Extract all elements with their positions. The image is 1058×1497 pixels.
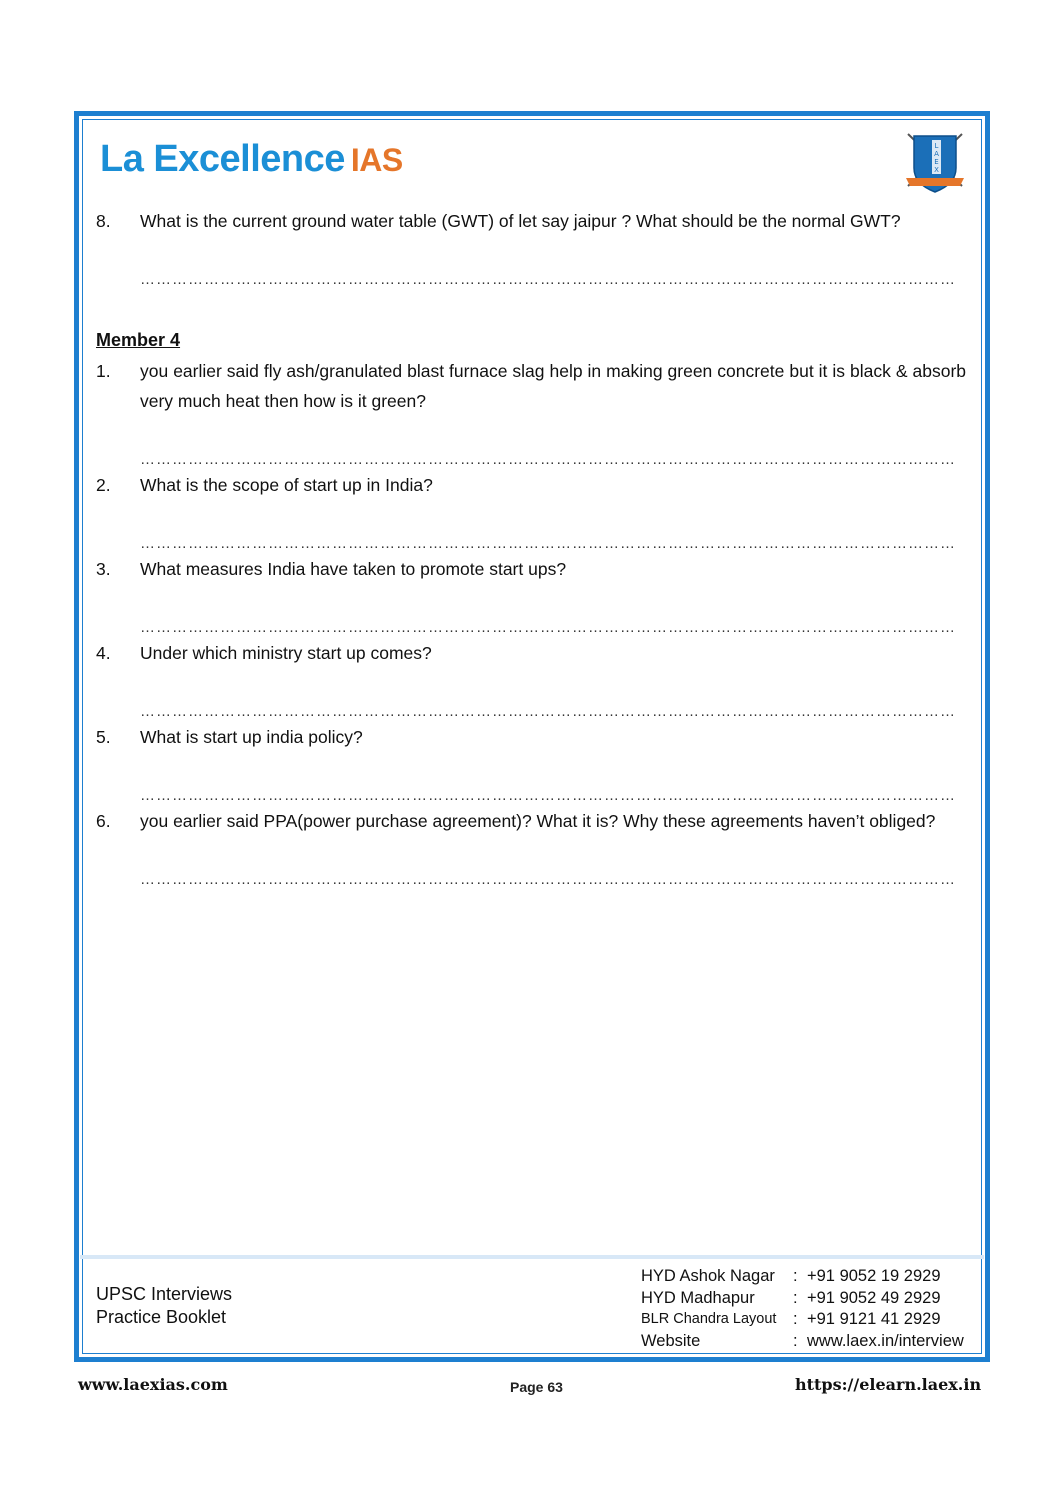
answer-line: ……………………………………………………………………………………………………………………………………… xyxy=(140,535,956,552)
question-number: 5. xyxy=(96,727,111,747)
contact-row: Website : www.laex.in/interview xyxy=(641,1331,964,1353)
question-item xyxy=(96,554,966,584)
question-item xyxy=(96,356,966,416)
question-item xyxy=(96,638,966,668)
contact-value: +91 9052 19 2929 xyxy=(807,1267,941,1285)
page-number: Page 63 xyxy=(510,1379,563,1395)
booklet-line-2: Practice Booklet xyxy=(96,1307,227,1327)
website-link[interactable]: www.laex.in/interview xyxy=(807,1331,964,1350)
question-text: Under which ministry start up comes? xyxy=(140,643,432,663)
contact-row: HYD Madhapur : +91 9052 49 2929 xyxy=(641,1288,964,1310)
crest-logo-icon xyxy=(902,128,968,196)
contact-value: +91 9121 41 2929 xyxy=(807,1310,941,1328)
answer-line: ……………………………………………………………………………………………………………………………………… xyxy=(140,619,956,636)
answer-line: ……………………………………………………………………………………………………………………………………… xyxy=(140,703,956,720)
contact-value: +91 9052 49 2929 xyxy=(807,1288,941,1307)
svg-text:A: A xyxy=(934,150,939,158)
question-text: you earlier said PPA(power purchase agreement)? What it is? Why these agreements haven’t obliged? xyxy=(140,811,936,831)
question-item xyxy=(96,470,966,500)
question-content xyxy=(96,206,966,890)
contact-list xyxy=(641,1266,964,1352)
contact-label: Website xyxy=(641,1331,701,1350)
question-text: What is the current ground water table (GWT) of let say jaipur ? What should be the normal GWT? xyxy=(140,211,901,231)
svg-text:L: L xyxy=(934,142,939,150)
svg-text:E: E xyxy=(934,158,939,166)
question-number: 2. xyxy=(96,475,111,495)
contact-label: BLR Chandra Layout xyxy=(641,1311,777,1327)
contact-label: HYD Ashok Nagar xyxy=(641,1267,775,1285)
footer-divider xyxy=(80,1255,984,1259)
question-number: 1. xyxy=(96,361,111,381)
question-text: you earlier said fly ash/granulated blast furnace slag help in making green concrete but it is black & absorb very much heat then how is it green? xyxy=(140,361,966,411)
contact-row: BLR Chandra Layout : +91 9121 41 2929 xyxy=(641,1309,964,1331)
question-item xyxy=(96,806,966,836)
footer-website-link[interactable]: www.laexias.com xyxy=(78,1375,228,1394)
question-number: 3. xyxy=(96,559,111,579)
answer-line: ……………………………………………………………………………………………………………………………………… xyxy=(140,787,956,804)
brand-logo xyxy=(100,138,403,181)
svg-text:X: X xyxy=(934,166,939,174)
contact-row: HYD Ashok Nagar : +91 9052 19 2929 xyxy=(641,1266,964,1288)
contact-label: HYD Madhapur xyxy=(641,1288,755,1307)
brand-main: La Excellence xyxy=(100,138,345,180)
question-number: 8. xyxy=(96,211,111,231)
footer-elearn-link[interactable]: https://elearn.laex.in xyxy=(795,1375,982,1394)
brand-suffix: IAS xyxy=(350,142,403,178)
answer-line: ……………………………………………………………………………………………………………………………………… xyxy=(140,871,956,888)
question-item xyxy=(96,206,966,236)
booklet-title xyxy=(96,1283,232,1329)
question-text: What is the scope of start up in India? xyxy=(140,475,433,495)
question-number: 6. xyxy=(96,811,111,831)
question-text: What measures India have taken to promote start ups? xyxy=(140,559,567,579)
question-text: What is start up india policy? xyxy=(140,727,363,747)
answer-line: ……………………………………………………………………………………………………………………………………… xyxy=(140,271,956,288)
question-item xyxy=(96,722,966,752)
booklet-line-1: UPSC Interviews xyxy=(96,1284,233,1304)
section-title: Member 4 xyxy=(96,330,181,350)
question-number: 4. xyxy=(96,643,111,663)
answer-line: ……………………………………………………………………………………………………………………………………… xyxy=(140,451,956,468)
